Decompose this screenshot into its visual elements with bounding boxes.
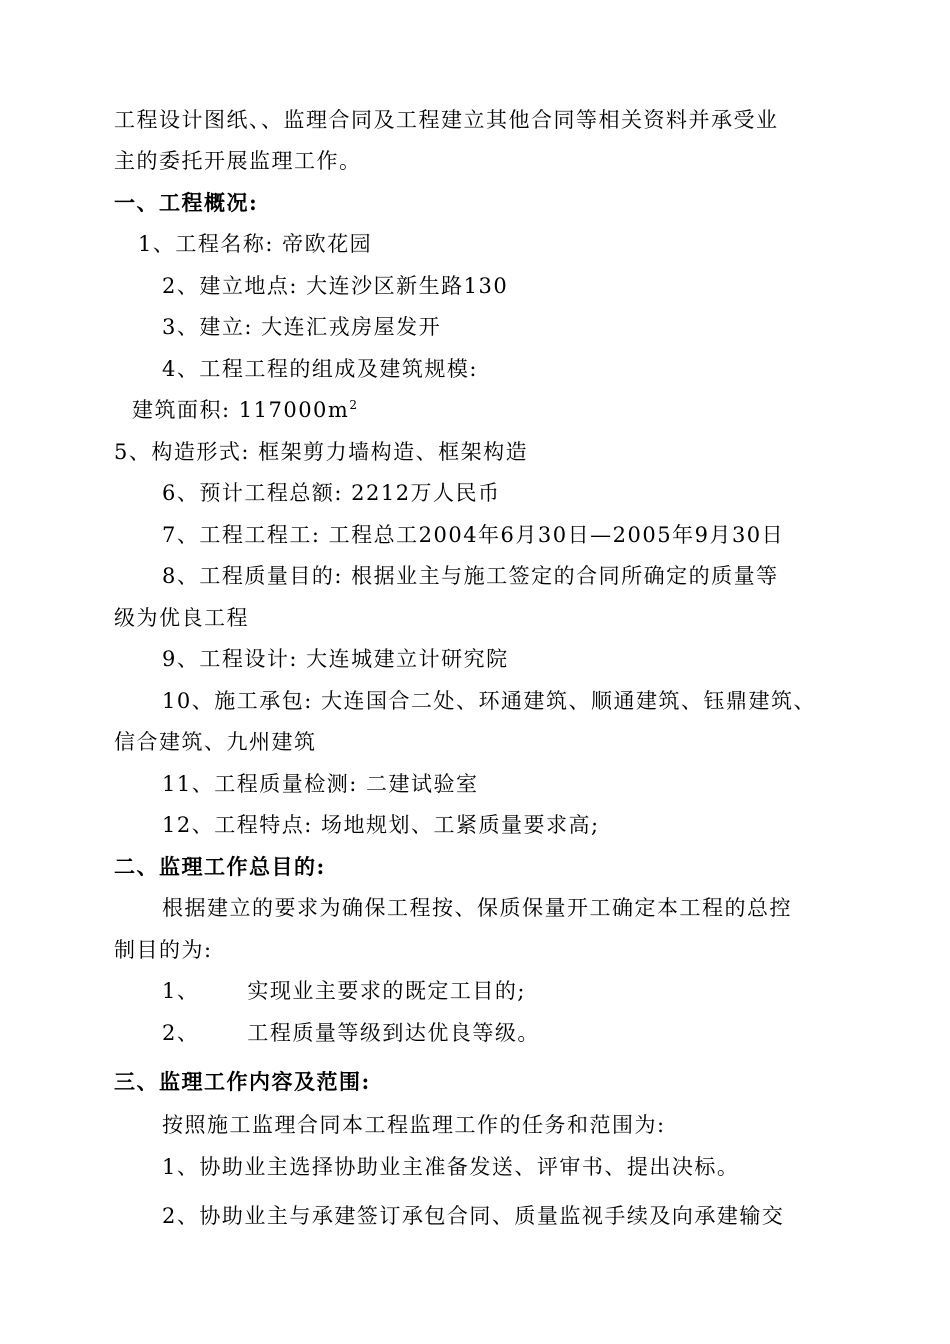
list-item: 8、工程质量目的: 根据业主与施工签定的合同所确定的质量等	[162, 564, 779, 588]
list-item: 12、工程特点: 场地规划、工紧质量要求高;	[162, 813, 600, 837]
list-item	[162, 978, 526, 1004]
list-item: 11、工程质量检测: 二建试验室	[162, 772, 479, 796]
area-text: 建筑面积: 117000m	[132, 398, 350, 422]
list-item	[162, 1020, 540, 1046]
superscript: 2	[349, 398, 359, 412]
item-text: 实现业主要求的既定工目的;	[247, 979, 526, 1003]
paragraph-line: 制目的为:	[114, 938, 213, 962]
list-item: 2、协助业主与承建签订承包合同、质量监视手续及向承建输交	[162, 1204, 785, 1228]
list-item: 7、工程工程工: 工程总工2004年6月30日—2005年9月30日	[162, 523, 785, 547]
list-item	[132, 397, 358, 423]
list-item: 1、协助业主选择协助业主准备发送、评审书、提出决标。	[162, 1155, 740, 1179]
list-item: 5、构造形式: 框架剪力墙构造、框架构造	[114, 440, 529, 464]
section-heading: 三、监理工作内容及范围:	[114, 1069, 371, 1094]
paragraph-line: 按照施工监理合同本工程监理工作的任务和范围为:	[162, 1113, 666, 1137]
section-heading: 二、监理工作总目的:	[114, 854, 326, 879]
paragraph-line: 主的委托开展监理工作。	[114, 149, 362, 173]
paragraph-line: 根据建立的要求为确保工程按、保质保量开工确定本工程的总控	[162, 896, 792, 920]
section-heading: 一、工程概况:	[114, 190, 259, 215]
item-text: 工程质量等级到达优良等级。	[247, 1021, 540, 1045]
paragraph-line: 工程设计图纸、、监理合同及工程建立其他合同等相关资料并承受业	[114, 108, 779, 132]
paragraph-line: 级为优良工程	[114, 606, 249, 630]
list-item: 3、建立: 大连汇戎房屋发开	[162, 315, 442, 339]
list-item: 9、工程设计: 大连城建立计研究院	[162, 647, 509, 671]
list-item: 1、工程名称: 帝欧花园	[138, 232, 373, 256]
item-number: 2、	[162, 1021, 200, 1045]
list-item: 2、建立地点: 大连沙区新生路130	[162, 274, 509, 298]
item-number: 1、	[162, 979, 200, 1003]
list-item: 4、工程工程的组成及建筑规模:	[162, 357, 478, 381]
list-item: 6、预计工程总额: 2212万人民币	[162, 481, 501, 505]
list-item: 10、施工承包: 大连国合二处、环通建筑、顺通建筑、钰鼎建筑、	[162, 689, 816, 713]
paragraph-line: 信合建筑、九州建筑	[114, 730, 317, 754]
